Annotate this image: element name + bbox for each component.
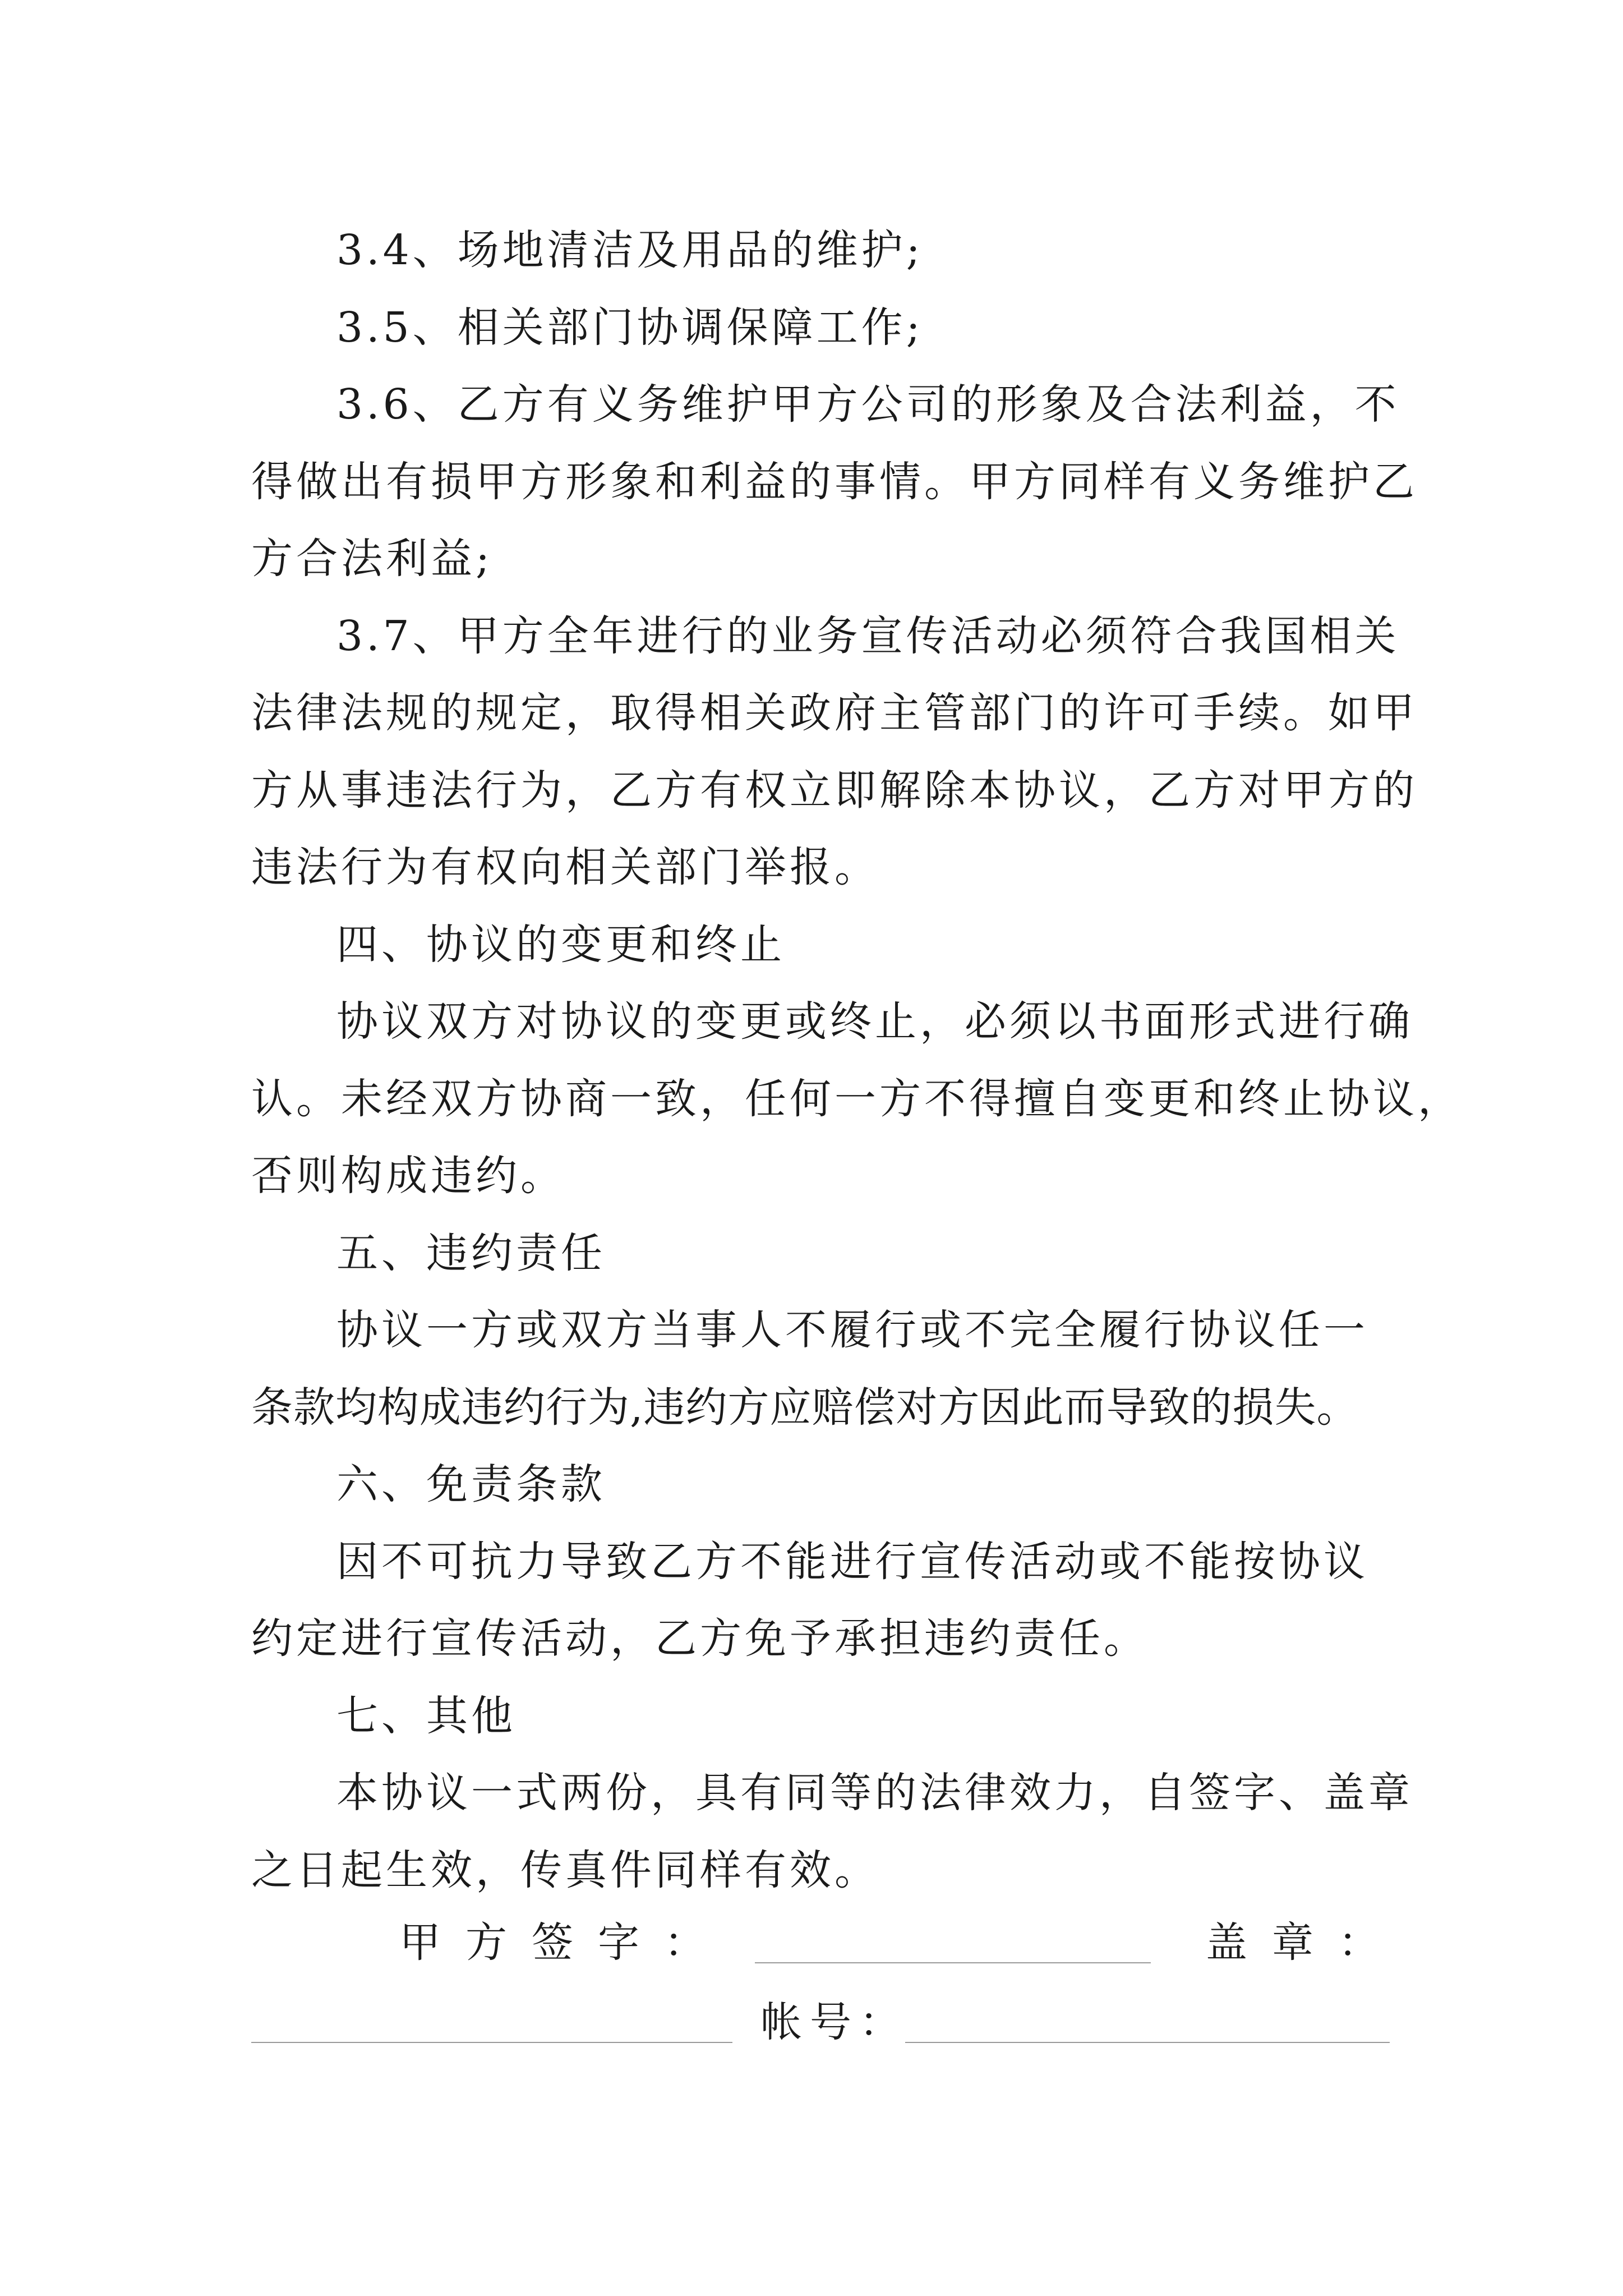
text-line: 之日起生效，传真件同样有效。 — [251, 1846, 879, 1894]
text-line: 约定进行宣传活动，乙方免予承担违约责任。 — [251, 1614, 1149, 1663]
seal-line — [251, 2042, 732, 2043]
section-heading: 四、协议的变更和终止 — [336, 920, 785, 969]
text-line: 认。未经双方协商一致，任何一方不得擅自变更和终止协议， — [251, 1074, 1463, 1123]
account-line — [905, 2042, 1390, 2043]
account-label: 帐号： — [760, 1998, 909, 2046]
body-text — [251, 212, 1463, 1909]
text-line: 违法行为有权向相关部门举报。 — [251, 843, 879, 891]
text-line: 条款均构成违约行为,违约方应赔偿对方因此而导致的损失。 — [251, 1383, 1359, 1432]
text-line: 得做出有损甲方形象和利益的事情。甲方同样有义务维护乙 — [251, 457, 1418, 506]
party-a-signature-label: 甲方签字： — [399, 1918, 730, 1967]
document-body — [251, 212, 1463, 1909]
text-line: 方合法利益; — [251, 535, 493, 583]
text-line: 本协议一式两份，具有同等的法律效力，自签字、盖章 — [336, 1769, 1413, 1817]
text-line: 协议双方对协议的变更或终止，必须以书面形式进行确 — [336, 997, 1413, 1046]
text-line: 法律法规的规定，取得相关政府主管部门的许可手续。如甲 — [251, 689, 1418, 737]
text-line: 方从事违法行为，乙方有权立即解除本协议，乙方对甲方的 — [251, 766, 1418, 815]
text-line: 3.7、甲方全年进行的业务宣传活动必须符合我国相关 — [336, 611, 1400, 660]
text-line: 3.4、场地清洁及用品的维护; — [336, 226, 924, 274]
section-heading: 七、其他 — [336, 1691, 516, 1740]
party-a-signature-line — [755, 1962, 1151, 1963]
text-line: 协议一方或双方当事人不履行或不完全履行协议任一 — [336, 1306, 1368, 1354]
text-line: 3.5、相关部门协调保障工作; — [336, 303, 924, 352]
seal-label: 盖章： — [1206, 1918, 1404, 1967]
text-line: 否则构成违约。 — [251, 1152, 565, 1200]
text-line: 因不可抗力导致乙方不能进行宣传活动或不能按协议 — [336, 1537, 1368, 1586]
section-heading: 五、违约责任 — [336, 1228, 606, 1277]
text-line: 3.6、乙方有义务维护甲方公司的形象及合法利益，不 — [336, 380, 1400, 429]
section-heading: 六、免责条款 — [336, 1460, 606, 1508]
